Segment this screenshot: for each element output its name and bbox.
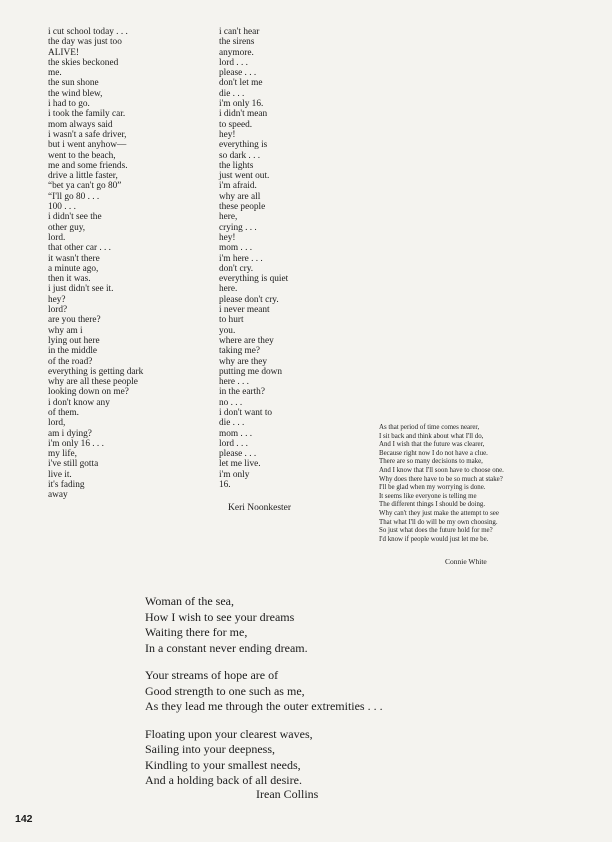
poem-line: Why does there have to be so much at stake? [379,475,503,483]
poem-line: am i dying? [48,428,92,439]
poem-line: lord, [48,418,66,429]
poem-line: in the earth? [219,387,265,398]
poem-line: live it. [48,469,72,480]
poem-line: these people [219,202,266,213]
poem-line: you. [219,325,236,336]
poem-line: the wind blew, [48,88,103,99]
poem-line: “I'll go 80 . . . [48,191,100,202]
poem-line: i can't hear [219,27,260,37]
poem-line: In a constant never ending dream. [145,640,308,655]
page-number: 142 [15,813,33,825]
poem-line: so dark . . . [219,150,261,161]
poem-line: but i went anyhow— [48,140,127,151]
poem-line: that other car . . . [48,243,111,254]
poem-line: die . . . [219,88,245,99]
poem-3 [379,424,504,544]
poem-line: me and some friends. [48,160,128,171]
poem-4 [145,594,383,801]
poem-line: no . . . [219,397,243,408]
poem-line: then it was. [48,274,91,285]
poem-line: here, [219,212,238,223]
poem-line: Your streams of hope are of [145,668,279,682]
poem-line: just went out. [219,171,270,182]
poem-line: i've still gotta [48,459,99,470]
poem-line: of the road? [48,356,93,367]
poem-line: Because right now I do not have a clue. [379,449,488,457]
poem-line: So just what does the future hold for me? [379,527,493,535]
poem-line: to speed. [219,119,253,130]
poem-line: As that period of time comes nearer, [379,424,480,431]
poem-line: And I know that I'll soon have to choose one. [379,466,504,474]
poem-line: i wasn't a safe driver, [48,129,127,140]
stanza-1 [145,594,383,656]
poem-line: How I wish to see your dreams [145,609,295,624]
poem-line: please don't cry. [219,294,279,305]
poem-line: a minute ago, [48,263,99,274]
poem-line: it's fading [48,480,85,491]
poem-line: There are so many decisions to make, [379,458,483,466]
poem-line: 16. [219,480,231,491]
poem-line: lord. [48,232,66,243]
poem-line: please . . . [219,449,257,460]
poem-line: Sailing into your deepness, [145,742,275,756]
poem-line: why are all [219,191,261,202]
poem-1 [48,27,143,501]
poem-line: the skies beckoned [48,57,119,68]
poem-line: mom . . . [219,243,253,254]
poem-line: the day was just too [48,37,122,48]
poem-line: i don't know any [48,397,110,408]
poem-line: it wasn't there [48,253,100,264]
poem-line: me. [48,68,62,79]
poem-line: die . . . [219,418,245,429]
poem-line: lying out here [48,335,100,346]
poem-line: hey? [48,294,66,305]
poem-line: lord? [48,305,68,316]
poem-line: please . . . [219,68,257,79]
poem-line: hey! [219,129,236,140]
poem-line: Good strength to one such as me, [145,683,305,698]
poem-line: Waiting there for me, [145,625,248,639]
poem-line: why am i [48,325,83,336]
poem-line: ALIVE! [48,47,79,58]
poem-line: And a holding back of all desire. [145,773,302,787]
poem-line: I sit back and think about what I'll do, [379,432,484,440]
poem-line: I'll be glad when my worrying is done. [379,484,486,492]
poem-line: here. [219,284,238,295]
poem-line: other guy, [48,222,86,233]
poem-line: the lights [219,160,254,171]
poem-line: my life, [48,449,77,460]
author-keri-noonkester: Keri Noonkester [228,503,292,513]
poem-line: i never meant [219,305,270,316]
poem-line: mom always said [48,119,113,130]
poem-line: lord . . . [219,438,248,449]
poem-line: are you there? [48,315,101,326]
poem-line: i'm only 16 . . . [48,438,104,449]
poem-line: of them. [48,407,79,418]
poem-line: i don't want to [219,407,273,418]
poem-line: don't let me [219,78,263,89]
poem-line: why are all these people [48,377,138,388]
poem-line: to hurt [219,315,244,326]
poem-line: i'm afraid. [219,181,257,192]
poem-line: i didn't see the [48,212,102,223]
poem-line: i'm only 16. [219,99,264,110]
poem-line: anymore. [219,47,254,58]
poem-line: here . . . [219,377,249,388]
author-irean-collins: Irean Collins [256,787,319,801]
poem-line: i didn't mean [219,109,268,120]
poem-line: everything is quiet [219,274,289,285]
poem-line: 100 . . . [48,202,76,213]
poem-line: everything is [219,140,268,151]
poem-line: i'm here . . . [219,253,263,264]
poem-line: putting me down [219,366,283,377]
poem-line: I'd know if people would just let me be. [379,535,489,543]
poem-line: why are they [219,356,268,367]
poem-line: It seems like everyone is telling me [379,492,477,500]
poem-line: hey! [219,232,236,243]
poem-line: went to the beach, [48,150,116,161]
poem-line: the sirens [219,37,255,48]
poem-line: in the middle [48,346,98,357]
poem-line: Kindling to your smallest needs, [145,757,301,772]
poem-line: i had to go. [48,99,90,110]
poem-line: away [48,490,68,501]
poem-line: Woman of the sea, [145,594,235,608]
poem-line: As they lead me through the outer extremities . . . [145,699,383,713]
poem-line: The different things I should be doing. [379,501,486,509]
poem-line: drive a little faster, [48,171,118,182]
poem-line: That what I'll do will be my own choosing. [379,518,498,526]
poem-line: let me live. [219,459,261,470]
poem-line: Why can't they just make the attempt to see [379,509,499,517]
poem-line: crying . . . [219,222,257,233]
poem-line: where are they [219,335,274,346]
poem-line: taking me? [219,346,261,357]
poem-line: “bet ya can't go 80” [48,181,122,192]
poem-line: i just didn't see it. [48,284,114,295]
poem-line: Floating upon your clearest waves, [145,726,313,741]
poem-line: mom . . . [219,428,253,439]
poem-line: the sun shone [48,78,99,89]
stanza-2 [145,668,383,715]
poem-2 [219,27,288,490]
poem-line: looking down on me? [48,387,129,398]
poem-line: i cut school today . . . [48,27,128,37]
poem-line: And I wish that the future was clearer, [379,441,485,449]
stanza-3 [145,727,383,789]
poem-line: i'm only [219,469,250,480]
poem-line: lord . . . [219,57,248,68]
poem-line: don't cry. [219,263,254,274]
author-connie-white: Connie White [445,557,487,566]
poem-line: everything is getting dark [48,366,144,377]
poem-line: i took the family car. [48,109,126,120]
